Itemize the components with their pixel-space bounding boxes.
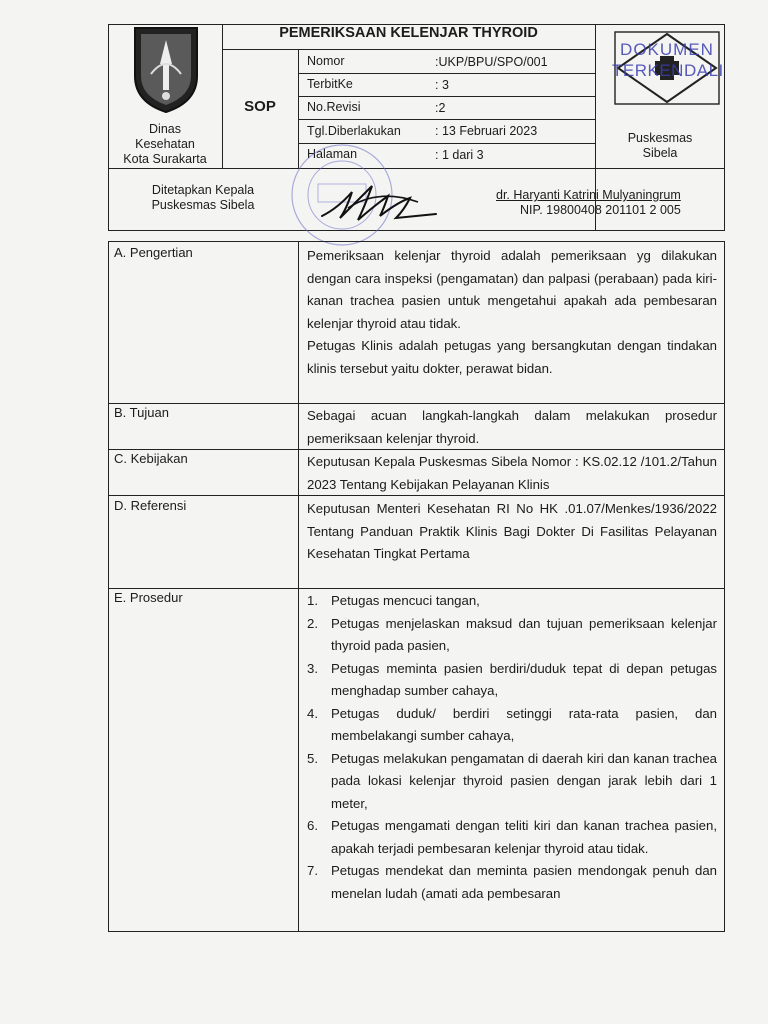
meta-value: :2	[435, 101, 446, 115]
stamp-text-line: TERKENDALI	[612, 61, 724, 80]
list-item	[307, 748, 717, 816]
approval-left	[108, 183, 298, 213]
approval-line: Puskesmas Sibela	[151, 198, 255, 212]
list-item-number: 2.	[307, 615, 318, 631]
section-label-referensi: D. Referensi	[114, 498, 187, 513]
section-label-tujuan: B. Tujuan	[114, 405, 169, 420]
org-right	[595, 131, 725, 161]
section-body-tujuan: Sebagai acuan langkah-langkah dalam melakukan prosedur pemeriksaan kelenjar thyroid.	[307, 408, 717, 446]
sop-label: SOP	[244, 98, 276, 115]
org-left	[108, 122, 222, 167]
list-item-number: 3.	[307, 660, 318, 676]
meta-row	[307, 77, 353, 91]
document-title: PEMERIKSAAN KELENJAR THYROID	[279, 25, 538, 41]
list-item	[307, 815, 717, 860]
approval-line: Ditetapkan Kepala	[151, 183, 255, 197]
meta-value: : 1 dari 3	[435, 148, 484, 162]
list-item	[307, 590, 717, 613]
controlled-document-stamp	[612, 30, 722, 106]
section-body-referensi: Keputusan Menteri Kesehatan RI No HK .01.07/Menkes/1936/2022 Tentang Panduan Praktik Klinis Bagi Dokter Di Fasilitas Pelayanan Kesehatan Tingkat Pertama	[307, 501, 717, 561]
list-item	[307, 860, 717, 905]
list-item	[307, 703, 717, 748]
org-left-line: Kesehatan	[135, 137, 195, 151]
signer-name: dr. Haryanti Katrini Mulyaningrum	[496, 188, 681, 202]
meta-label: Nomor	[307, 54, 345, 68]
org-left-line: Dinas	[149, 122, 181, 136]
org-left-line: Kota Surakarta	[123, 152, 207, 166]
list-item-text: Petugas mengamati dengan teliti kiri dan kanan trachea pasien, apakah terjadi pembesaran kelenjar thyroid atau tidak.	[331, 818, 717, 856]
list-item-number: 5.	[307, 750, 318, 766]
list-item-number: 4.	[307, 705, 318, 721]
list-item-number: 6.	[307, 818, 318, 833]
list-item-text: Petugas melakukan pengamatan di daerah kiri dan kanan trachea pada lokasi kelenjar thyroid pasien dengan jarak lebih dari 1 meter,	[331, 750, 717, 811]
stamp-text-line: DOKUMEN	[620, 40, 714, 59]
section-body-kebijakan: Keputusan Kepala Puskesmas Sibela Nomor : KS.02.12 /101.2/Tahun 2023 Tentang Kebijakan Pelayanan Klinis	[307, 454, 717, 492]
list-item-text: Petugas mencuci tangan,	[331, 593, 480, 608]
meta-value: : 13 Februari 2023	[435, 124, 538, 138]
list-item	[307, 613, 717, 658]
meta-label: TerbitKe	[307, 77, 353, 91]
section-body-pengertian	[307, 245, 717, 380]
signer-nip: NIP. 19800408 201101 2 005	[520, 203, 681, 217]
list-item-text: Petugas mendekat dan meminta pasien mendongak penuh dan menelan ludah (amati ada pembesaran	[331, 863, 717, 901]
procedure-list	[307, 590, 717, 905]
list-item-text: Petugas menjelaskan maksud dan tujuan pemeriksaan kelenjar thyroid pada pasien,	[331, 615, 717, 653]
org-right-line: Sibela	[642, 146, 678, 160]
meta-row	[307, 100, 361, 114]
city-emblem-logo	[127, 24, 205, 116]
section-label-prosedur: E. Prosedur	[114, 590, 183, 605]
meta-label: Tgl.Diberlakukan	[307, 124, 401, 138]
signature	[318, 178, 440, 226]
list-item-number: 7.	[307, 863, 318, 878]
section-label-pengertian: A. Pengertian	[114, 245, 193, 260]
org-right-line: Puskesmas	[627, 131, 693, 145]
meta-value: : 3	[435, 78, 449, 92]
meta-label: Halaman	[307, 147, 358, 161]
paragraph: Pemeriksaan kelenjar thyroid adalah pemeriksaan yg dilakukan dengan cara inspeksi (pengamatan) dan palpasi (perabaan) pada kiri-kanan trachea pasien untuk mengetahui apakah ada pembesaran kelenjar thyroid atau tidak.	[307, 248, 717, 331]
meta-row	[307, 124, 401, 138]
list-item-number: 1.	[307, 593, 318, 608]
meta-value: :UKP/BPU/SPO/001	[435, 55, 548, 69]
section-label-kebijakan: C. Kebijakan	[114, 451, 188, 466]
list-item-text: Petugas meminta pasien berdiri/duduk tepat di depan petugas menghadap sumber cahaya,	[331, 660, 717, 698]
paragraph: Petugas Klinis adalah petugas yang bersangkutan dengan tindakan klinis tersebut yaitu dokter, perawat bidan.	[307, 338, 717, 376]
meta-row	[307, 54, 345, 68]
meta-label: No.Revisi	[307, 100, 361, 114]
list-item	[307, 658, 717, 703]
list-item-text: Petugas duduk/ berdiri setinggi rata-rata pasien, dan membelakangi sumber cahaya,	[331, 705, 717, 743]
